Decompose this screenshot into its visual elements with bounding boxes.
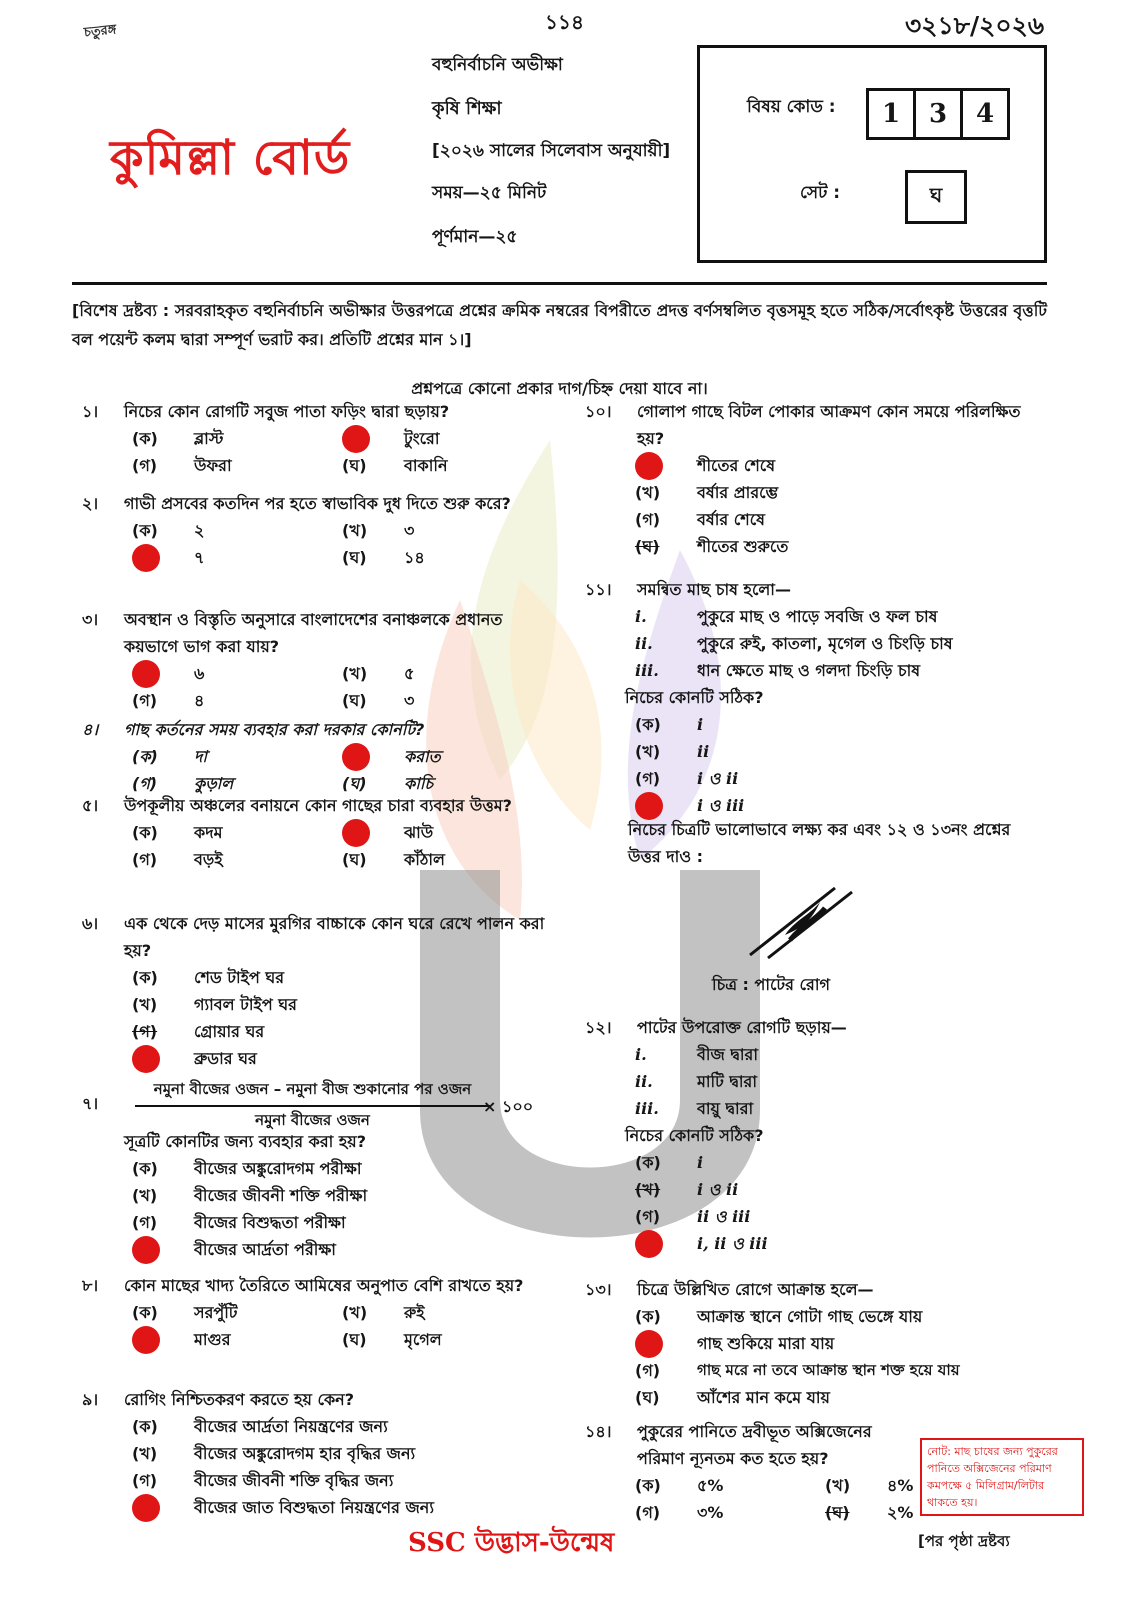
question-text: কোন মাছের খাদ্য তৈরিতে আমিষের অনুপাত বেশি রাখতে হয়?	[124, 1276, 524, 1295]
option-text: করাত	[404, 747, 441, 766]
filled-bubble-icon	[132, 544, 160, 572]
option-label: (খ)	[342, 1303, 368, 1322]
set-value: ঘ	[905, 170, 967, 224]
question-text: গাছ কর্তনের সময় ব্যবহার করা দরকার কোনটি?	[124, 720, 425, 739]
subject-code-digits	[866, 88, 1010, 140]
option-text: বীজের আর্দ্রতা নিয়ন্ত্রণের জন্য	[194, 1417, 388, 1436]
question-10	[585, 398, 1047, 560]
option-kha[interactable]	[132, 1440, 552, 1467]
question-number: ১।	[82, 402, 99, 421]
option-text: ৬	[194, 664, 205, 683]
option-text: উফরা	[194, 456, 232, 475]
statement-label: i.	[635, 1045, 647, 1064]
option-gha[interactable]	[825, 1499, 915, 1526]
question-text: পাটের উপরোক্ত রোগটি ছড়ায়—	[637, 1018, 847, 1037]
option-text: টুংরো	[404, 429, 440, 448]
option-text: বর্ষার প্রারম্ভে	[697, 483, 779, 502]
option-label: (গ)	[132, 456, 158, 475]
page-number: ১১৪	[545, 10, 584, 34]
option-text: বীজের অঙ্কুরোদগম হার বৃদ্ধির জন্য	[194, 1444, 416, 1463]
question-number: ৮।	[82, 1276, 99, 1295]
option-label: (ঘ)	[342, 548, 367, 567]
question-number: ১২।	[585, 1018, 612, 1037]
syllabus-note: [২০২৬ সালের সিলেবাস অনুযায়ী]	[432, 141, 671, 161]
option-gha[interactable]	[342, 544, 552, 571]
footer-brand: SSC উদ্ভাস-উন্মেষ	[408, 1528, 615, 1558]
option-text: ব্রুডার ঘর	[194, 1049, 257, 1068]
option-ga[interactable]	[132, 452, 342, 479]
formula-multiplier: × ১০০	[483, 1097, 534, 1116]
option-text: i ও ii	[697, 1180, 739, 1199]
question-number: ১৩।	[585, 1280, 612, 1299]
option-ga[interactable]	[635, 1357, 1047, 1384]
question-13	[585, 1276, 1047, 1411]
oxygen-note: নোট: মাছ চাষের জন্য পুকুরের পানিতে অক্সিজেনের পরিমাণ কমপক্ষে ৫ মিলিগ্রাম/লিটার থাকতে হয়।	[920, 1438, 1084, 1516]
option-label: (ক)	[132, 521, 158, 540]
option-label: (গ)	[132, 691, 158, 710]
option-text: বড়ই	[194, 850, 223, 869]
option-text: মৃগেল	[404, 1330, 442, 1349]
statement-label: iii.	[635, 1099, 659, 1118]
option-label: (গ)	[635, 1361, 661, 1380]
option-label: (ক)	[132, 1159, 158, 1178]
option-kha[interactable]	[635, 1176, 1047, 1203]
option-ga[interactable]	[132, 687, 342, 714]
formula-numerator: নমুনা বীজের ওজন – নমুনা বীজ শুকানোর পর ওজন	[135, 1078, 490, 1107]
filled-bubble-icon	[132, 1494, 160, 1522]
option-label: (ক)	[635, 1153, 661, 1172]
option-gha[interactable]	[342, 687, 552, 714]
figure-caption: চিত্র : পাটের রোগ	[712, 975, 830, 994]
option-ga[interactable]	[132, 1018, 552, 1045]
question-text: সমন্বিত মাছ চাষ হলো—	[637, 580, 791, 599]
option-text: ১৪	[404, 548, 425, 567]
question-14	[585, 1418, 915, 1526]
subject-name: কৃষি শিক্ষা	[432, 98, 502, 119]
question-4	[82, 716, 552, 797]
option-ka[interactable]	[132, 425, 342, 452]
option-text: ঝাউ	[404, 823, 434, 842]
option-text: ২%	[887, 1503, 914, 1522]
option-gha[interactable]	[342, 452, 552, 479]
header-divider	[72, 282, 1047, 285]
option-kha[interactable]	[342, 819, 552, 846]
option-ka[interactable]	[132, 660, 342, 687]
option-label: (ঘ)	[342, 1330, 367, 1349]
question-number: ৬।	[82, 914, 99, 933]
question-2	[82, 490, 552, 571]
option-text: কুড়াল	[194, 774, 234, 793]
question-text: গোলাপ গাছে বিটল পোকার আক্রমণ কোন সময়ে পরিলক্ষিত হয়?	[637, 402, 1021, 448]
question-number: ৪।	[82, 720, 99, 739]
option-text: ব্লাস্ট	[194, 429, 224, 448]
option-text: কাঁঠাল	[404, 850, 445, 869]
stimulus-text: নিচের চিত্রটি ভালোভাবে লক্ষ্য কর এবং ১২ ও ১৩নং প্রশ্নের উত্তর দাও :	[628, 820, 1011, 866]
option-kha[interactable]	[342, 517, 552, 544]
option-ka[interactable]	[635, 452, 1047, 479]
option-text: ৫%	[697, 1476, 724, 1495]
filled-bubble-icon	[132, 1236, 160, 1264]
option-text: আঁশের মান কমে যায়	[697, 1388, 830, 1407]
option-text: বীজের জীবনী শক্তি বৃদ্ধির জন্য	[194, 1471, 394, 1490]
option-kha[interactable]	[635, 1330, 1047, 1357]
option-kha[interactable]	[635, 738, 1047, 765]
question-6	[82, 910, 552, 1072]
option-text: বীজের অঙ্কুরোদগম পরীক্ষা	[194, 1159, 362, 1178]
option-text: ৫	[404, 664, 415, 683]
question-number: ৯।	[82, 1390, 99, 1409]
filled-bubble-icon	[635, 1330, 663, 1358]
option-text: মাগুর	[194, 1330, 231, 1349]
option-label: (খ)	[132, 1444, 158, 1463]
option-label: (গ)	[635, 1503, 661, 1522]
filled-bubble-icon	[635, 452, 663, 480]
option-label: (ঘ)	[342, 691, 367, 710]
exam-type: বহুনির্বাচনি অভীক্ষা	[432, 55, 563, 75]
filled-bubble-icon	[132, 660, 160, 688]
option-ga[interactable]	[635, 1499, 825, 1526]
option-text: গাছ শুকিয়ে মারা যায়	[697, 1334, 835, 1353]
option-text: ২	[194, 521, 205, 540]
option-text: বীজের জীবনী শক্তি পরীক্ষা	[194, 1186, 368, 1205]
option-kha[interactable]	[342, 660, 552, 687]
option-kha[interactable]	[342, 743, 552, 770]
question-9	[82, 1386, 552, 1521]
option-ka[interactable]	[635, 711, 1047, 738]
stamp-text: চতুরঙ্গ	[83, 22, 118, 41]
option-label: (ঘ)	[635, 537, 660, 556]
option-ga[interactable]	[635, 765, 1047, 792]
which-correct: নিচের কোনটি সঠিক?	[625, 688, 764, 707]
option-text: i ও iii	[697, 796, 745, 815]
subject-code-box	[697, 45, 1047, 263]
option-label: (ক)	[132, 747, 158, 766]
option-gha[interactable]	[342, 846, 552, 873]
code-digit: 3	[916, 91, 963, 137]
statement-text: পুকুরে রুই, কাতলা, মৃগেল ও চিংড়ি চাষ	[697, 634, 953, 653]
statement-text: বায়ু দ্বারা	[697, 1099, 754, 1118]
option-kha[interactable]	[635, 479, 1047, 506]
option-ga[interactable]	[132, 846, 342, 873]
formula	[135, 1078, 535, 1134]
option-text: ৩	[404, 521, 415, 540]
option-label: (ক)	[132, 429, 158, 448]
board-title: কুমিল্লা বোর্ড	[110, 130, 351, 186]
option-label: (গ)	[635, 769, 661, 788]
option-text: ৪	[194, 691, 205, 710]
question-number: ৫।	[82, 796, 99, 815]
option-text: ii	[697, 742, 710, 761]
option-ka[interactable]	[635, 1149, 1047, 1176]
option-label: (ক)	[635, 715, 661, 734]
option-ga[interactable]	[132, 1467, 552, 1494]
option-label: (ঘ)	[342, 850, 367, 869]
option-text: বীজের বিশুদ্ধতা পরীক্ষা	[194, 1213, 346, 1232]
code-digit: 4	[975, 99, 995, 129]
statement-text: বীজ দ্বারা	[697, 1045, 758, 1064]
option-ka[interactable]	[635, 1303, 1047, 1330]
option-label: (ক)	[132, 1417, 158, 1436]
option-label: (খ)	[342, 664, 368, 683]
time-limit: সময়—২৫ মিনিট	[432, 183, 547, 203]
option-label: (ক)	[635, 1307, 661, 1326]
filled-bubble-icon	[635, 1230, 663, 1258]
option-text: i	[697, 715, 704, 734]
filled-bubble-icon	[342, 425, 370, 453]
option-label: (খ)	[825, 1476, 851, 1495]
option-text: বীজের আর্দ্রতা পরীক্ষা	[194, 1240, 336, 1259]
question-number: ৩।	[82, 610, 99, 629]
option-ga[interactable]	[132, 544, 342, 571]
option-label: (গ)	[132, 850, 158, 869]
option-label: (ঘ)	[342, 456, 367, 475]
option-text: গ্যাবল টাইপ ঘর	[194, 995, 297, 1014]
subject-code-label: বিষয় কোড :	[747, 97, 836, 117]
option-ka[interactable]	[132, 1413, 552, 1440]
option-text: আক্রান্ত স্থানে গোটা গাছ ভেঙ্গে যায়	[697, 1307, 923, 1326]
option-label: (খ)	[132, 995, 158, 1014]
question-7-number: ৭।	[82, 1094, 99, 1113]
no-marks-instruction: প্রশ্নপত্রে কোনো প্রকার দাগ/চিহ্ন দেয়া যাবে না।	[411, 379, 708, 398]
option-text: ৩%	[697, 1503, 724, 1522]
set-label: সেট :	[800, 183, 841, 203]
question-text: উপকূলীয় অঞ্চলের বনায়নে কোন গাছের চারা ব্যবহার উত্তম?	[124, 796, 512, 815]
option-label: (ঘ)	[825, 1503, 850, 1522]
option-label: (গ)	[132, 774, 158, 793]
question-text: পুকুরের পানিতে দ্রবীভূত অক্সিজেনের পরিমাণ ন্যূনতম কত হতে হয়?	[637, 1422, 872, 1468]
option-text: ii ও iii	[697, 1207, 751, 1226]
question-number: ১০।	[585, 402, 612, 421]
option-text: গ্রোয়ার ঘর	[194, 1022, 265, 1041]
option-label: (ঘ)	[342, 774, 367, 793]
option-text: ৪%	[887, 1476, 914, 1495]
code-digit: 1	[869, 91, 916, 137]
option-ga[interactable]	[132, 1326, 342, 1353]
option-label: (ক)	[132, 1303, 158, 1322]
option-text: শেড টাইপ ঘর	[194, 968, 285, 987]
option-text: শীতের শুরুতে	[697, 537, 789, 556]
question-number: ১৪।	[585, 1422, 612, 1441]
option-ka[interactable]	[132, 1299, 342, 1326]
option-text: সরপুঁটি	[194, 1303, 238, 1322]
option-label: (গ)	[635, 510, 661, 529]
special-instruction: [বিশেষ দ্রষ্টব্য : সরবরাহকৃত বহুনির্বাচনি অভীক্ষার উত্তরপত্রে প্রশ্নের ক্রমিক নম্বরের বিপরীতে প্রদত্ত বর্ণসম্বলিত বৃত্তসমূহ হতে সঠিক/সর্বোৎকৃষ্ট উত্তরের বৃত্তটি বল পয়েন্ট কলম দ্বারা সম্পূর্ণ ভরাট কর। প্রতিটি প্রশ্নের মান ১।]	[72, 301, 1047, 349]
question-text: অবস্থান ও বিস্তৃতি অনুসারে বাংলাদেশের বনাঞ্চলকে প্রধানত কয়ভাগে ভাগ করা যায়?	[124, 610, 503, 656]
statement-label: ii.	[635, 1072, 653, 1091]
question-text: এক থেকে দেড় মাসের মুরগির বাচ্চাকে কোন ঘরে রেখে পালন করা হয়?	[124, 914, 545, 960]
option-text: শীতের শেষে	[697, 456, 776, 475]
question-text: রোগিং নিশ্চিতকরণ করতে হয় কেন?	[124, 1390, 355, 1409]
option-gha[interactable]	[132, 1236, 552, 1263]
option-label: (খ)	[635, 483, 661, 502]
option-label: (ক)	[132, 823, 158, 842]
filled-bubble-icon	[132, 1326, 160, 1354]
option-ga[interactable]	[635, 506, 1047, 533]
statement-label: i.	[635, 607, 647, 626]
option-label: (ঘ)	[635, 1388, 660, 1407]
option-kha[interactable]	[825, 1472, 915, 1499]
option-kha[interactable]	[132, 1182, 552, 1209]
option-ga[interactable]	[132, 1209, 552, 1236]
option-gha[interactable]	[132, 1494, 552, 1521]
option-text: i, ii ও iii	[697, 1234, 768, 1253]
option-kha[interactable]	[132, 991, 552, 1018]
option-kha[interactable]	[342, 425, 552, 452]
option-gha[interactable]	[635, 1230, 1047, 1257]
question-12	[585, 1014, 1047, 1257]
question-5	[82, 792, 552, 873]
option-label: (খ)	[635, 742, 661, 761]
option-text: ৭	[194, 548, 205, 567]
statement-text: পুকুরে মাছ ও পাড়ে সবজি ও ফল চাষ	[697, 607, 938, 626]
option-text: i ও ii	[697, 769, 739, 788]
option-text: বর্ষার শেষে	[697, 510, 765, 529]
statement-label: ii.	[635, 634, 653, 653]
question-1	[82, 398, 552, 479]
option-text: দা	[194, 747, 208, 766]
question-11	[585, 576, 1047, 819]
question-text: চিত্রে উল্লিখিত রোগে আক্রান্ত হলে—	[637, 1280, 874, 1299]
option-ka[interactable]	[132, 517, 342, 544]
option-ga[interactable]	[635, 1203, 1047, 1230]
option-ka[interactable]	[132, 964, 552, 991]
option-ka[interactable]	[132, 1155, 552, 1182]
filled-bubble-icon	[342, 743, 370, 771]
option-label: (গ)	[132, 1022, 158, 1041]
statement-text: ধান ক্ষেতে মাছ ও গলদা চিংড়ি চাষ	[697, 661, 921, 680]
question-text: গাভী প্রসবের কতদিন পর হতে স্বাভাবিক দুধ দিতে শুরু করে?	[124, 494, 511, 513]
option-gha[interactable]	[635, 792, 1047, 819]
question-7	[82, 1128, 552, 1263]
formula-denominator: নমুনা বীজের ওজন	[255, 1111, 370, 1129]
question-number: ২।	[82, 494, 99, 513]
option-label: (ক)	[132, 968, 158, 987]
option-label: (খ)	[342, 521, 368, 540]
option-gha[interactable]	[132, 1045, 552, 1072]
option-text: বীজের জাত বিশুদ্ধতা নিয়ন্ত্রণের জন্য	[194, 1498, 434, 1517]
option-ka[interactable]	[132, 743, 342, 770]
option-label: (গ)	[132, 1471, 158, 1490]
option-gha[interactable]	[635, 1384, 1047, 1411]
option-text: গাছ মরে না তবে আক্রান্ত স্থান শক্ত হয়ে যায়	[697, 1361, 960, 1379]
option-ka[interactable]	[132, 819, 342, 846]
option-kha[interactable]	[342, 1299, 552, 1326]
question-text: সূত্রটি কোনটির জন্য ব্যবহার করা হয়?	[124, 1132, 366, 1151]
statement-text: মাটি দ্বারা	[697, 1072, 757, 1091]
which-correct: নিচের কোনটি সঠিক?	[625, 1126, 764, 1145]
question-8	[82, 1272, 552, 1353]
full-marks: পূর্ণমান—২৫	[432, 227, 518, 247]
option-label: (গ)	[132, 1213, 158, 1232]
option-text: i	[697, 1153, 704, 1172]
option-text: কাচি	[404, 774, 434, 793]
option-gha[interactable]	[342, 1326, 552, 1353]
statement-label: iii.	[635, 661, 659, 680]
option-label: (ক)	[635, 1476, 661, 1495]
option-text: বাকানি	[404, 456, 448, 475]
paper-code: ৩২১৮/২০২৬	[905, 11, 1045, 40]
option-text: রুই	[404, 1303, 425, 1322]
option-gha[interactable]	[635, 533, 1047, 560]
question-3	[82, 606, 552, 714]
question-number: ১১।	[585, 580, 612, 599]
option-text: ৩	[404, 691, 415, 710]
option-text: কদম	[194, 823, 223, 842]
option-ka[interactable]	[635, 1472, 825, 1499]
question-text: নিচের কোন রোগটি সবুজ পাতা ফড়িং দ্বারা ছড়ায়?	[124, 402, 450, 421]
filled-bubble-icon	[342, 819, 370, 847]
jute-disease-figure	[740, 880, 860, 960]
filled-bubble-icon	[132, 1045, 160, 1073]
option-label: (খ)	[132, 1186, 158, 1205]
option-label: (গ)	[635, 1207, 661, 1226]
option-label: (খ)	[635, 1180, 661, 1199]
next-page-note: [পর পৃষ্ঠা দ্রষ্টব্য	[918, 1532, 1010, 1550]
